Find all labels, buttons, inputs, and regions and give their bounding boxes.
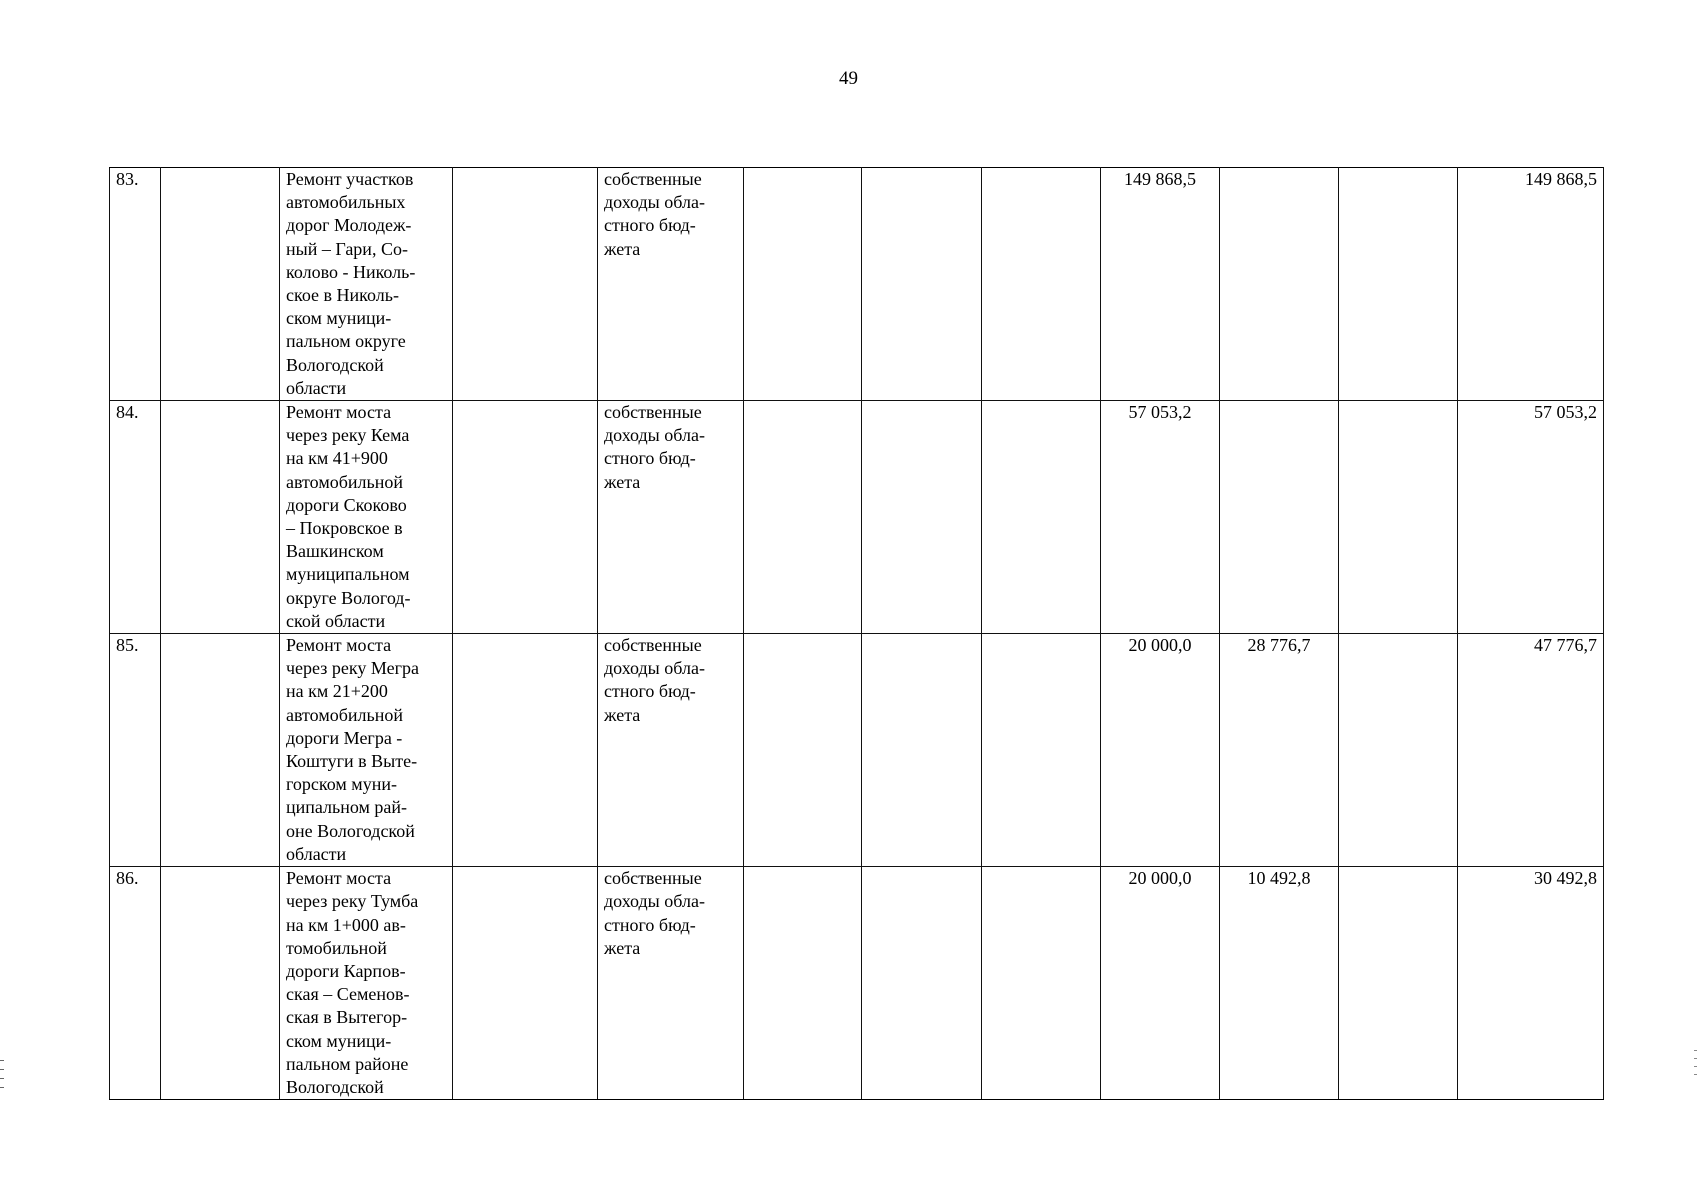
amount-c bbox=[1339, 867, 1458, 1100]
description-line: через реку Тумба bbox=[286, 891, 419, 912]
description-line: Ремонт моста bbox=[286, 868, 392, 889]
description-line: через реку Кема bbox=[286, 425, 410, 446]
amount-a: 149 868,5 bbox=[1101, 168, 1220, 401]
source-line: доходы обла- bbox=[604, 891, 705, 912]
object-description bbox=[280, 867, 453, 1100]
table-row bbox=[110, 168, 1604, 401]
description-line: ской области bbox=[286, 610, 386, 631]
amount-b bbox=[1220, 401, 1339, 634]
amount-a: 57 053,2 bbox=[1101, 401, 1220, 634]
source-line: собственные bbox=[604, 868, 702, 889]
description-line: оне Вологодской bbox=[286, 820, 415, 841]
row-number: 85. bbox=[110, 634, 161, 867]
source-line: собственные bbox=[604, 635, 702, 656]
empty-cell bbox=[161, 634, 280, 867]
row-number: 84. bbox=[110, 401, 161, 634]
page-number: 49 bbox=[839, 68, 858, 89]
source-line: стного бюд- bbox=[604, 914, 696, 935]
table-body bbox=[110, 168, 1604, 1100]
description-line: ципальном рай- bbox=[286, 797, 408, 818]
description-line: автомобильных bbox=[286, 192, 406, 213]
description-line: ском муници- bbox=[286, 308, 392, 329]
source-line: жета bbox=[604, 704, 641, 725]
empty-cell bbox=[453, 634, 598, 867]
description-line: Ремонт моста bbox=[286, 635, 392, 656]
description-line: томобильной bbox=[286, 937, 387, 958]
description-line: Вологодской bbox=[286, 1076, 384, 1097]
source-line: жета bbox=[604, 937, 641, 958]
amount-c bbox=[1339, 401, 1458, 634]
amount-c bbox=[1339, 168, 1458, 401]
row-number: 86. bbox=[110, 867, 161, 1100]
empty-cell bbox=[453, 168, 598, 401]
description-line: пальном районе bbox=[286, 1053, 409, 1074]
source-line: стного бюд- bbox=[604, 681, 696, 702]
source-line: стного бюд- bbox=[604, 215, 696, 236]
description-line: Коштуги в Выте- bbox=[286, 751, 418, 772]
amount-b bbox=[1220, 168, 1339, 401]
empty-cell bbox=[982, 401, 1101, 634]
description-line: – Покровское в bbox=[286, 518, 403, 539]
description-line: колово - Николь- bbox=[286, 261, 416, 282]
funding-source bbox=[598, 867, 744, 1100]
empty-cell bbox=[744, 401, 862, 634]
description-line: через реку Мегра bbox=[286, 658, 419, 679]
empty-cell bbox=[862, 401, 982, 634]
description-line: автомобильной bbox=[286, 471, 403, 492]
amount-c bbox=[1339, 634, 1458, 867]
description-line: муниципальном bbox=[286, 564, 410, 585]
source-line: жета bbox=[604, 471, 641, 492]
source-line: собственные bbox=[604, 402, 702, 423]
description-line: пальном округе bbox=[286, 331, 406, 352]
source-line: собственные bbox=[604, 169, 702, 189]
source-line: стного бюд- bbox=[604, 448, 696, 469]
table-row bbox=[110, 634, 1604, 867]
description-line: горском муни- bbox=[286, 774, 397, 795]
total-amount: 47 776,7 bbox=[1458, 634, 1604, 867]
description-line: Ремонт моста bbox=[286, 402, 392, 423]
description-line: ском муници- bbox=[286, 1030, 392, 1051]
description-line: области bbox=[286, 843, 347, 864]
total-amount: 149 868,5 bbox=[1458, 168, 1604, 401]
empty-cell bbox=[862, 168, 982, 401]
description-line: на км 21+200 bbox=[286, 681, 388, 702]
description-line: на км 41+900 bbox=[286, 448, 388, 469]
budget-table bbox=[109, 167, 1604, 1100]
description-line: дорог Молодеж- bbox=[286, 215, 412, 236]
description-line: ный – Гари, Со- bbox=[286, 238, 408, 259]
empty-cell bbox=[982, 634, 1101, 867]
object-description bbox=[280, 634, 453, 867]
description-line: автомобильной bbox=[286, 704, 403, 725]
description-line: на км 1+000 ав- bbox=[286, 914, 406, 935]
total-amount: 30 492,8 bbox=[1458, 867, 1604, 1100]
empty-cell bbox=[453, 401, 598, 634]
description-line: ская в Вытегор- bbox=[286, 1007, 408, 1028]
funding-source bbox=[598, 634, 744, 867]
funding-source bbox=[598, 168, 744, 401]
empty-cell bbox=[862, 634, 982, 867]
description-line: дороги Скоково bbox=[286, 494, 407, 515]
description-line: дороги Карпов- bbox=[286, 960, 406, 981]
source-line: доходы обла- bbox=[604, 658, 705, 679]
amount-b: 10 492,8 bbox=[1220, 867, 1339, 1100]
row-number: 83. bbox=[110, 168, 161, 401]
empty-cell bbox=[982, 867, 1101, 1100]
description-line: ское в Николь- bbox=[286, 285, 399, 306]
source-line: доходы обла- bbox=[604, 192, 705, 213]
edge-marks-left bbox=[0, 1060, 4, 1096]
empty-cell bbox=[744, 867, 862, 1100]
source-line: жета bbox=[604, 238, 641, 259]
object-description bbox=[280, 401, 453, 634]
description-line: дороги Мегра - bbox=[286, 727, 403, 748]
funding-source bbox=[598, 401, 744, 634]
empty-cell bbox=[161, 867, 280, 1100]
description-line: округе Вологод- bbox=[286, 587, 411, 608]
description-line: области bbox=[286, 377, 347, 398]
table-row bbox=[110, 867, 1604, 1100]
amount-a: 20 000,0 bbox=[1101, 867, 1220, 1100]
empty-cell bbox=[161, 168, 280, 401]
object-description bbox=[280, 168, 453, 401]
amount-b: 28 776,7 bbox=[1220, 634, 1339, 867]
description-line: ская – Семенов- bbox=[286, 984, 410, 1005]
description-line: Вологодской bbox=[286, 354, 384, 375]
empty-cell bbox=[982, 168, 1101, 401]
total-amount: 57 053,2 bbox=[1458, 401, 1604, 634]
empty-cell bbox=[161, 401, 280, 634]
empty-cell bbox=[862, 867, 982, 1100]
empty-cell bbox=[744, 168, 862, 401]
description-line: Ремонт участков bbox=[286, 169, 414, 189]
empty-cell bbox=[453, 867, 598, 1100]
table-row bbox=[110, 401, 1604, 634]
amount-a: 20 000,0 bbox=[1101, 634, 1220, 867]
description-line: Вашкинском bbox=[286, 541, 384, 562]
source-line: доходы обла- bbox=[604, 425, 705, 446]
empty-cell bbox=[744, 634, 862, 867]
